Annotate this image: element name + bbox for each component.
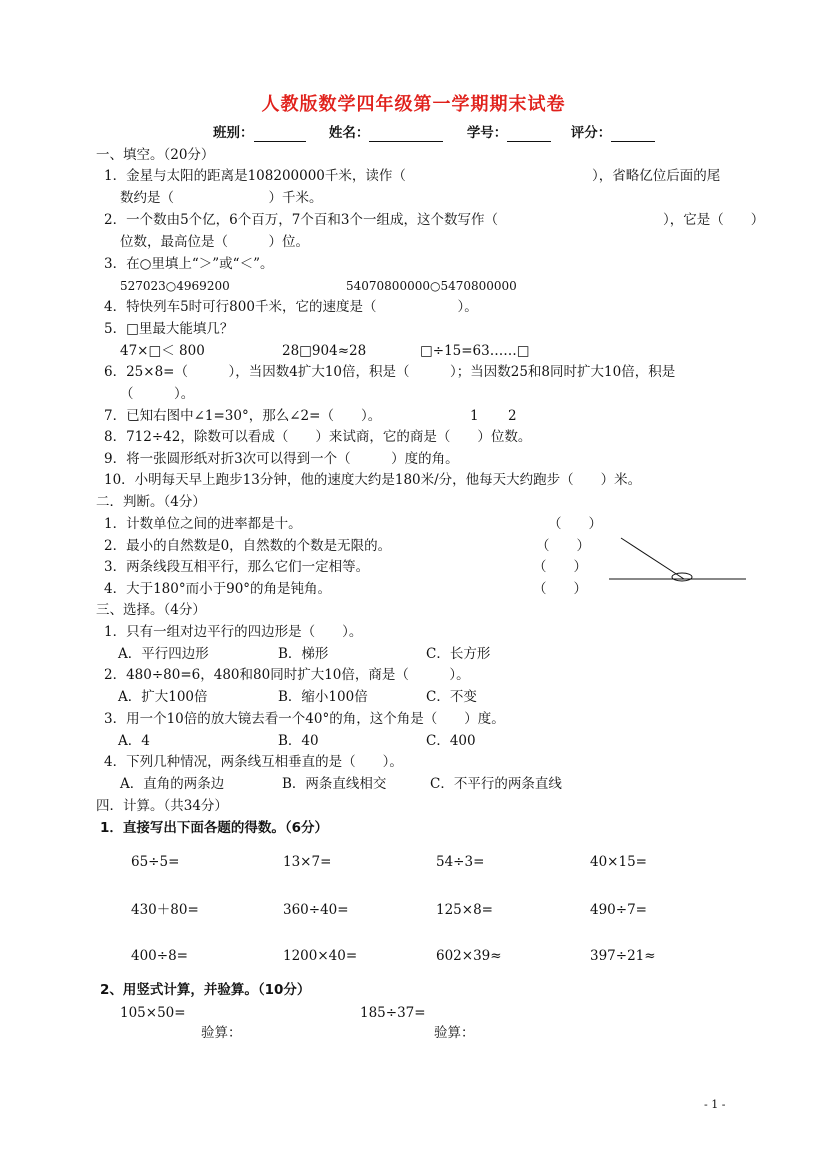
choice-q1-opt-b[interactable]: B．梯形: [278, 646, 329, 662]
judge-paren-1[interactable]: （ ）: [548, 516, 602, 532]
q2-line1-end: ），它是（ ）: [663, 212, 765, 228]
vertical-calc-right: 185÷37=: [360, 1005, 426, 1021]
q2-line1: 2．一个数由5个亿，6个百万，7个百和3个一组成，这个数写作（: [104, 212, 498, 228]
calc-item: 54÷3=: [436, 854, 485, 870]
calc-sub1-heading: 1．直接写出下面各题的得数。（6分）: [100, 820, 329, 836]
calc-item: 13×7=: [283, 854, 332, 870]
q4-text: 4．特快列车5时可行800千米，它的速度是（ ）。: [104, 299, 478, 315]
calc-item: 65÷5=: [131, 854, 180, 870]
choice-q3-opt-c[interactable]: C．400: [426, 733, 476, 749]
calc-item: 602×39≈: [436, 948, 502, 964]
name-field[interactable]: [369, 127, 443, 142]
judge-paren-2[interactable]: （ ）: [536, 538, 590, 554]
q5-item-b: 28□904≈28: [282, 343, 367, 359]
class-field[interactable]: [254, 127, 306, 142]
q5-item-a: 47×□＜ 800: [120, 343, 205, 359]
q7-angle1-label: 1: [470, 408, 479, 424]
section3-heading: 三、选择。（4分）: [96, 602, 206, 618]
q7-angle2-label: 2: [508, 408, 517, 424]
q1-line1: 1．金星与太阳的距离是108200000千米，读作（: [104, 168, 406, 184]
name-label: 姓名：: [328, 125, 370, 141]
calc-sub2-heading: 2、用竖式计算，并验算。（10分）: [100, 982, 311, 998]
score-field[interactable]: [611, 127, 655, 142]
section1-heading: 一、填空。（20分）: [96, 147, 215, 163]
student-info-line: [213, 124, 655, 142]
angle-arc: [672, 573, 692, 581]
calc-item: 397÷21≈: [590, 948, 656, 964]
q3-text: 3．在○里填上“＞”或“＜”。: [104, 256, 274, 272]
choice-q4-opt-b[interactable]: B．两条直线相交: [282, 776, 387, 792]
q10-text: 10．小明每天早上跑步13分钟，他的速度大约是180米/分，他每天大约跑步（ ）米。: [104, 472, 642, 488]
calc-item: 125×8=: [436, 902, 493, 918]
choice-q2-opt-b[interactable]: B．缩小100倍: [278, 689, 368, 705]
judge-paren-4[interactable]: （ ）: [533, 581, 587, 597]
calc-item: 430＋80=: [131, 902, 199, 918]
q6-line1: 6．25×8=（ ），当因数4扩大10倍，积是（ ）；当因数25和8同时扩大10倍，积是: [104, 364, 676, 380]
judge-item-1: 1．计数单位之间的进率都是十。: [104, 516, 302, 532]
q7-text: 7．已知右图中∠1=30°，那么∠2=（ ）。: [104, 408, 382, 424]
choice-q1-opt-a[interactable]: A．平行四边形: [118, 646, 209, 662]
angle-slant-line: [621, 538, 684, 579]
choice-q1: 1．只有一组对边平行的四边形是（ ）。: [104, 624, 363, 640]
class-label: 班别：: [213, 125, 254, 141]
choice-q3: 3．用一个10倍的放大镜去看一个40°的角，这个角是（ ）度。: [104, 711, 505, 727]
q2-line2: 位数，最高位是（ ）位。: [120, 234, 309, 250]
angle-figure: [604, 534, 754, 594]
check-label-right: 验算：: [434, 1025, 475, 1041]
judge-item-4: 4．大于180°而小于90°的角是钝角。: [104, 581, 332, 597]
judge-item-3: 3．两条线段互相平行，那么它们一定相等。: [104, 559, 370, 575]
score-label: 评分：: [570, 125, 612, 141]
exam-title: 人教版数学四年级第一学期期末试卷: [261, 94, 566, 115]
choice-q4-opt-c[interactable]: C．不平行的两条直线: [430, 776, 562, 792]
judge-paren-3[interactable]: （ ）: [533, 559, 587, 575]
student-id-field[interactable]: [507, 127, 551, 142]
calc-item: 40×15=: [590, 854, 647, 870]
q3-left-compare: 527023○4969200: [120, 279, 230, 293]
judge-item-2: 2．最小的自然数是0，自然数的个数是无限的。: [104, 538, 392, 554]
calc-item: 360÷40=: [283, 902, 349, 918]
choice-q2-opt-c[interactable]: C．不变: [426, 689, 477, 705]
calc-item: 400÷8=: [131, 948, 188, 964]
choice-q1-opt-c[interactable]: C．长方形: [426, 646, 491, 662]
q1-line2: 数约是（ ）千米。: [120, 190, 323, 206]
section2-heading: 二．判断。（4分）: [96, 494, 206, 510]
choice-q2-opt-a[interactable]: A．扩大100倍: [118, 689, 208, 705]
q5-item-c: □÷15=63……□: [420, 343, 530, 359]
q8-text: 8．712÷42，除数可以看成（ ）来试商，它的商是（ ）位数。: [104, 429, 532, 445]
choice-q2: 2．480÷80=6，480和80同时扩大10倍，商是（ ）。: [104, 667, 470, 683]
q3-right-compare: 54070800000○5470800000: [346, 279, 517, 293]
page-number: - 1 -: [704, 1098, 726, 1111]
check-label-left: 验算：: [201, 1025, 242, 1041]
id-label: 学号：: [466, 125, 508, 141]
calc-item: 1200×40=: [283, 948, 358, 964]
q1-line1-end: ），省略亿位后面的尾: [592, 168, 721, 184]
q5-text: 5．□里最大能填几？: [104, 321, 234, 337]
q9-text: 9．将一张圆形纸对折3次可以得到一个（ ）度的角。: [104, 451, 459, 467]
choice-q4-opt-a[interactable]: A．直角的两条边: [120, 776, 225, 792]
vertical-calc-left: 105×50=: [120, 1005, 186, 1021]
q6-line2: （ ）。: [120, 386, 195, 402]
choice-q3-opt-b[interactable]: B．40: [278, 733, 319, 749]
choice-q4: 4．下列几种情况，两条线互相垂直的是（ ）。: [104, 754, 403, 770]
calc-item: 490÷7=: [590, 902, 647, 918]
choice-q3-opt-a[interactable]: A．4: [118, 733, 150, 749]
section4-heading: 四．计算。（共34分）: [96, 798, 228, 814]
